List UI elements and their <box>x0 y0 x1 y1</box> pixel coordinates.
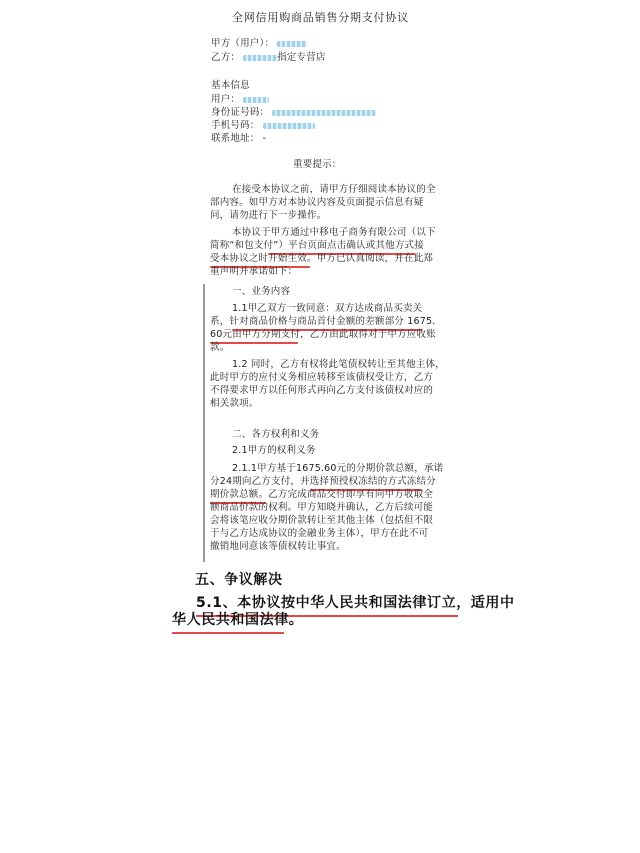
id-label: 身份证号码： <box>211 107 270 118</box>
redacted-id-number <box>272 110 376 116</box>
clause-2-1-1-line: 撤销地同意该等债权转让事宜。 <box>210 541 346 552</box>
party-b-row <box>211 52 326 64</box>
user-label: 用户： <box>211 94 241 105</box>
notice-p1-line: 在接受本协议之前，请甲方仔细阅读本协议的全 <box>232 184 436 195</box>
clause-2-1-1-line: 会将该笔应收分期价款转让至其他主体（包括但不限 <box>210 515 434 526</box>
highlight-underline <box>172 632 284 634</box>
clause-1-1-line: 60元由甲方分期支付，乙方由此取得对于甲方应收账 <box>210 329 436 340</box>
clause-1-1-line: 1.1甲乙双方一致同意：双方达成商品买卖关 <box>232 303 423 314</box>
id-row <box>211 107 376 119</box>
phone-row <box>211 120 315 132</box>
address-value: - <box>262 133 267 144</box>
redacted-user <box>243 97 269 103</box>
clause-5-1-line: 华人民共和国法律。 <box>172 612 304 628</box>
party-a-label: 甲方（用户）： <box>211 38 275 49</box>
clause-1-2-line: 1.2 同时，乙方有权将此笔债权转让至其他主体， <box>232 359 445 370</box>
clause-1-2-line: 此时甲方的应付义务相应转移至该债权受让方，乙方 <box>210 372 434 383</box>
clause-2-1-1-line: 2.1.1甲方基于1675.60元的分期价款总额，承诺 <box>232 463 444 474</box>
notice-p2-line: 重声明并承诺如下： <box>210 266 298 277</box>
address-label: 联系地址： <box>211 133 260 144</box>
basic-info-heading: 基本信息 <box>211 80 250 91</box>
quote-sidebar-bar <box>203 284 205 562</box>
phone-label: 手机号码： <box>211 120 260 131</box>
clause-2-1-1-line: 期价款总额。乙方完成商品交付即享有向甲方收取全 <box>210 489 434 500</box>
clause-2-1-1-line: 于与乙方达成协议的金融业务主体），甲方在此不可 <box>210 528 429 539</box>
redacted-phone <box>263 123 315 129</box>
notice-p2-line: 受本协议之时开始生效。甲方已认真阅读，并在此郑 <box>210 253 434 264</box>
redacted-party-a <box>277 41 307 47</box>
section-1-heading: 一、业务内容 <box>232 286 291 297</box>
party-b-label: 乙方： <box>211 52 241 63</box>
notice-p2-line: 简称“和包支付”）平台页面点击确认或其他方式接 <box>210 240 424 251</box>
clause-2-1-heading: 2.1甲方的权利义务 <box>232 445 316 456</box>
redacted-party-b <box>243 55 277 61</box>
clause-2-1-1-line: 额商品价款的权利。甲方知晓并确认，乙方后续可能 <box>210 502 434 513</box>
clause-1-1-line: 款。 <box>210 342 230 353</box>
clause-1-2-line: 不得要求甲方以任何形式再向乙方支付该债权对应的 <box>210 385 434 396</box>
document-title: 全网信用购商品销售分期支付协议 <box>232 11 409 24</box>
clause-1-1-line: 系，针对商品价格与商品首付金额的差额部分 1675. <box>210 316 436 327</box>
clause-2-1-1-line: 分24期向乙方支付，并选择预授权冻结的方式冻结分 <box>210 476 436 487</box>
notice-p1-line: 部内容。如甲方对本协议内容及页面提示信息有疑 <box>210 197 424 208</box>
notice-p1-line: 问，请勿进行下一步操作。 <box>210 210 327 221</box>
party-b-suffix: 指定专营店 <box>277 52 326 63</box>
section-5-heading: 五、争议解决 <box>195 572 283 588</box>
notice-heading: 重要提示： <box>293 159 342 170</box>
section-2-heading: 二、各方权利和义务 <box>232 429 320 440</box>
notice-p2-line: 本协议于甲方通过中移电子商务有限公司（以下 <box>232 227 436 238</box>
party-a-row <box>211 38 307 50</box>
address-row <box>211 133 266 145</box>
clause-5-1-line: 5.1、本协议按中华人民共和国法律订立，适用中 <box>196 595 515 611</box>
user-row <box>211 94 269 106</box>
clause-1-2-line: 相关款项。 <box>210 398 259 409</box>
